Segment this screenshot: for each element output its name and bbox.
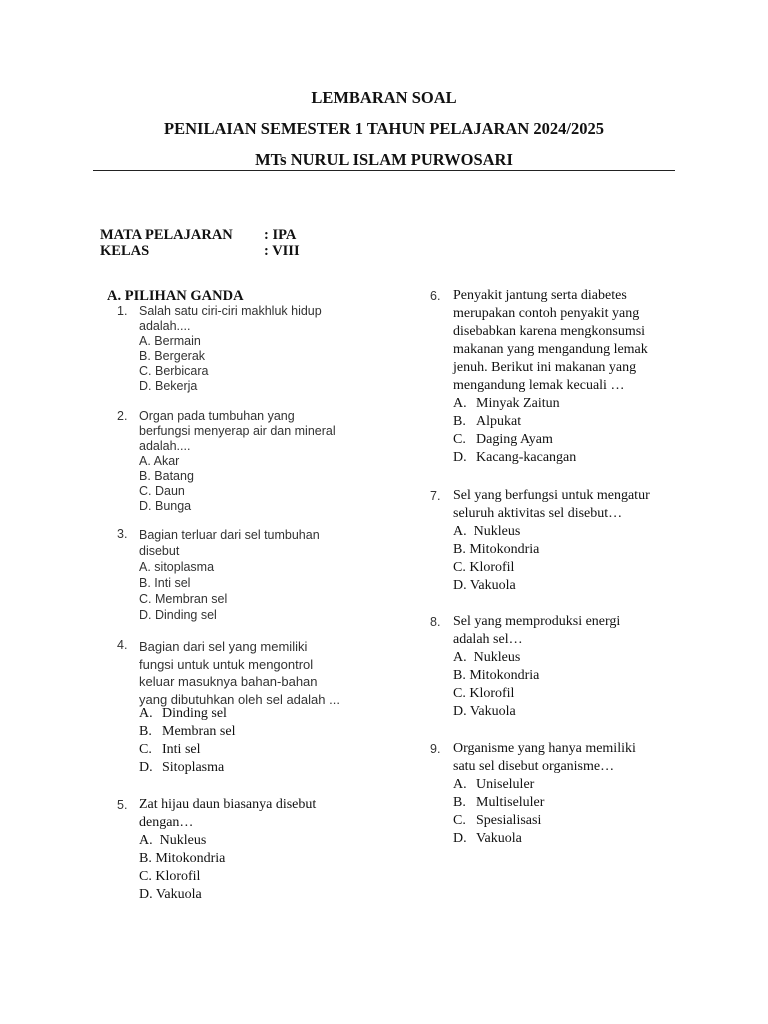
question-text: Bagian dari sel yang memiliki <box>139 639 308 654</box>
question-number: 3. <box>117 527 128 541</box>
option-b[interactable]: B. Inti sel <box>139 576 191 590</box>
school-name: MTs NURUL ISLAM PURWOSARI <box>255 150 513 169</box>
option-a[interactable]: A. Dinding sel <box>139 706 227 721</box>
question-text: Organisme yang hanya memiliki <box>453 741 636 756</box>
option-b[interactable]: B. Mitokondria <box>139 851 226 866</box>
option-b[interactable]: B. Multiseluler <box>453 795 545 810</box>
question-text: yang dibutuhkan oleh sel adalah ... <box>139 691 340 707</box>
option-b[interactable]: B. Bergerak <box>139 349 206 363</box>
question-text: Sel yang memproduksi energi <box>453 614 621 629</box>
class-row <box>100 243 300 260</box>
option-a[interactable]: A. Nukleus <box>453 650 521 665</box>
question-text: berfungsi menyerap air dan mineral <box>139 424 336 438</box>
option-d[interactable]: D. Vakuola <box>453 704 516 719</box>
question-text: keluar masuknya bahan-bahan <box>139 674 318 689</box>
option-a[interactable]: A. sitoplasma <box>139 560 215 574</box>
option-c[interactable]: C. Klorofil <box>453 560 515 575</box>
header-divider <box>93 170 675 171</box>
option-d[interactable]: D. Dinding sel <box>139 608 217 622</box>
question-text: Organ pada tumbuhan yang <box>139 409 295 423</box>
option-d[interactable]: D. Sitoplasma <box>139 760 225 775</box>
question-text: adalah.... <box>139 439 191 453</box>
question-text: dengan… <box>139 815 194 830</box>
option-b[interactable]: B. Mitokondria <box>453 542 540 557</box>
option-a[interactable]: A. Nukleus <box>139 833 207 848</box>
question-text: Salah satu ciri-ciri makhluk hidup <box>139 304 322 318</box>
question-text: seluruh aktivitas sel disebut… <box>453 506 623 521</box>
subject-label: MATA PELAJARAN <box>100 227 233 243</box>
option-c[interactable]: C. Klorofil <box>453 686 515 701</box>
question-text: adalah sel… <box>453 632 523 647</box>
option-a[interactable]: A. Bermain <box>139 334 201 348</box>
option-c[interactable]: C. Spesialisasi <box>453 813 542 828</box>
option-d[interactable]: D. Vakuola <box>453 578 516 593</box>
class-label: KELAS <box>100 243 150 259</box>
option-c[interactable]: C. Klorofil <box>139 869 201 884</box>
question-text: mengandung lemak kecuali … <box>453 378 625 393</box>
question-number: 2. <box>117 409 128 423</box>
option-b[interactable]: B. Mitokondria <box>453 668 540 683</box>
option-a[interactable]: A. Uniseluler <box>453 777 535 792</box>
subject-value: : IPA <box>264 227 297 243</box>
option-d[interactable]: D. Bunga <box>139 499 192 513</box>
question-number: 9. <box>430 742 441 756</box>
option-c[interactable]: C. Berbicara <box>139 364 209 378</box>
question-text: jenuh. Berikut ini makanan yang <box>453 360 637 375</box>
question-text: Sel yang berfungsi untuk mengatur <box>453 488 650 503</box>
question-number: 8. <box>430 615 441 629</box>
question-4-options <box>139 705 235 777</box>
question-text: Bagian terluar dari sel tumbuhan <box>139 528 320 542</box>
question-text: makanan yang mengandung lemak <box>453 342 648 357</box>
question-text: disebut <box>139 544 180 558</box>
option-c[interactable]: C. Membran sel <box>139 592 228 606</box>
option-c[interactable]: C. Daging Ayam <box>453 432 553 447</box>
question-text: fungsi untuk untuk mengontrol <box>139 656 314 672</box>
option-a[interactable]: A. Minyak Zaitun <box>453 396 560 411</box>
option-d[interactable]: D. Vakuola <box>453 831 522 846</box>
option-a[interactable]: A. Akar <box>139 454 180 468</box>
question-number: 5. <box>117 798 128 812</box>
question-number: 4. <box>117 638 128 652</box>
option-b[interactable]: B. Membran sel <box>139 724 236 739</box>
option-b[interactable]: B. Alpukat <box>453 414 522 429</box>
option-c[interactable]: C. Inti sel <box>139 742 201 757</box>
question-text: satu sel disebut organisme… <box>453 759 615 774</box>
option-d[interactable]: D. Bekerja <box>139 379 198 393</box>
class-value: : VIII <box>264 243 300 259</box>
option-a[interactable]: A. Nukleus <box>453 524 521 539</box>
document-title: LEMBARAN SOAL <box>311 88 457 107</box>
question-text: adalah.... <box>139 319 191 333</box>
option-c[interactable]: C. Daun <box>139 484 185 498</box>
question-text: merupakan contoh penyakit yang <box>453 306 640 321</box>
option-b[interactable]: B. Batang <box>139 469 194 483</box>
question-text: Penyakit jantung serta diabetes <box>453 288 627 303</box>
question-number: 1. <box>117 304 128 318</box>
option-d[interactable]: D. Vakuola <box>139 887 202 902</box>
question-text: disebabkan karena mengkonsumsi <box>453 324 646 339</box>
section-heading: A. PILIHAN GANDA <box>107 288 244 304</box>
exam-subtitle: PENILAIAN SEMESTER 1 TAHUN PELAJARAN 2024/2025 <box>164 119 604 138</box>
subject-row <box>100 227 296 244</box>
question-number: 6. <box>430 289 441 303</box>
question-text: Zat hijau daun biasanya disebut <box>139 797 317 812</box>
question-number: 7. <box>430 489 441 503</box>
option-d[interactable]: D. Kacang-kacangan <box>453 450 577 465</box>
